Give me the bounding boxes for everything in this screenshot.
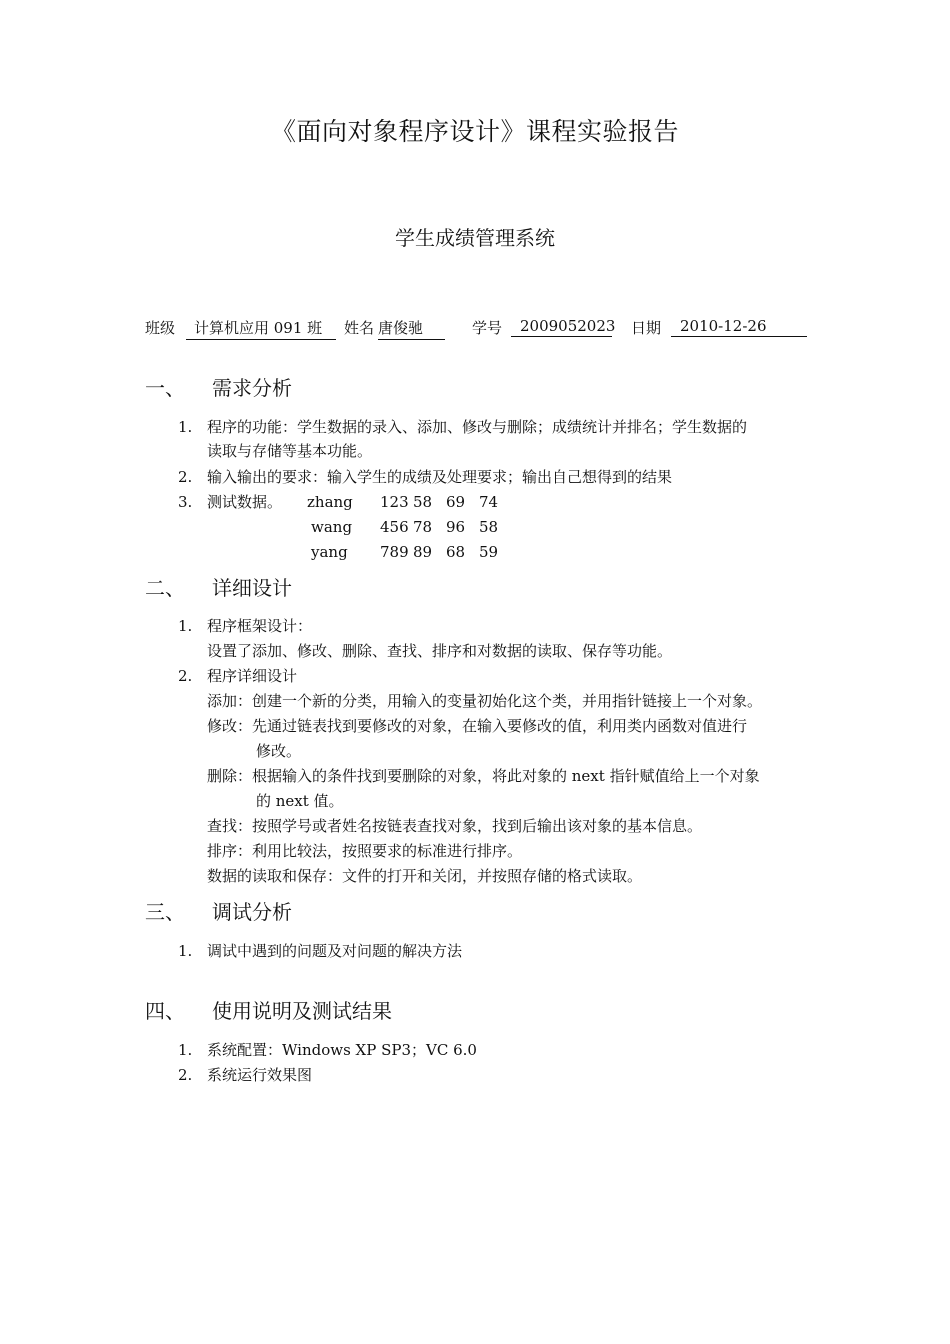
test-name: yang — [311, 543, 348, 561]
list-number: 3. — [178, 493, 193, 511]
date-value-wrap — [671, 317, 807, 337]
id-label: 学号 — [472, 319, 503, 337]
document-title: 《面向对象程序设计》课程实验报告 — [270, 117, 679, 146]
class-value: 计算机应用 091 班 — [194, 319, 323, 337]
test-score: 78 — [413, 518, 433, 536]
date-value: 2010-12-26 — [680, 317, 767, 335]
list-number: 1. — [178, 1041, 193, 1059]
name-label: 姓名 — [344, 319, 375, 337]
test-score: 68 — [446, 543, 466, 561]
test-score: 58 — [479, 518, 499, 536]
paragraph-line: 修改：先通过链表找到要修改的对象，在输入要修改的值，利用类内函数对值进行 — [207, 717, 748, 735]
list-number: 1. — [178, 617, 193, 635]
list-number: 1. — [178, 942, 193, 960]
paragraph-line: 程序框架设计： — [207, 617, 313, 635]
test-data-label: 测试数据。 — [207, 493, 283, 511]
paragraph-line: 查找：按照学号或者姓名按链表查找对象，找到后输出该对象的基本信息。 — [207, 817, 703, 835]
test-id: 123 — [380, 493, 409, 511]
paragraph-line: 排序：利用比较法，按照要求的标准进行排序。 — [207, 842, 523, 860]
name-value-wrap — [378, 317, 445, 340]
class-label: 班级 — [145, 319, 176, 337]
class-value-wrap — [186, 317, 336, 340]
paragraph-line: 的 next 值。 — [256, 792, 344, 810]
paragraph-line: 读取与存储等基本功能。 — [207, 442, 373, 460]
paragraph-line: 程序详细设计 — [207, 667, 298, 685]
paragraph-line: 程序的功能：学生数据的录入、添加、修改与删除；成绩统计并排名；学生数据的 — [207, 418, 748, 436]
date-label: 日期 — [631, 319, 662, 337]
section-title: 详细设计 — [212, 576, 292, 600]
id-value-wrap — [511, 317, 616, 337]
paragraph-line: 设置了添加、修改、删除、查找、排序和对数据的读取、保存等功能。 — [207, 642, 673, 660]
list-number: 2. — [178, 468, 193, 486]
test-score: 69 — [446, 493, 466, 511]
section-number: 四、 — [145, 999, 185, 1023]
paragraph-line: 修改。 — [256, 742, 302, 760]
test-name: zhang — [307, 493, 353, 511]
section-title: 使用说明及测试结果 — [212, 999, 392, 1023]
section-title: 调试分析 — [212, 900, 292, 924]
test-id: 456 — [380, 518, 409, 536]
test-id: 789 — [380, 543, 409, 561]
test-score: 89 — [413, 543, 433, 561]
section-title: 需求分析 — [212, 376, 292, 400]
document-subtitle: 学生成绩管理系统 — [395, 226, 555, 250]
test-score: 59 — [479, 543, 499, 561]
test-score: 74 — [479, 493, 499, 511]
section-number: 二、 — [145, 576, 185, 600]
test-name: wang — [311, 518, 353, 536]
paragraph-line: 添加：创建一个新的分类，用输入的变量初始化这个类，并用指针链接上一个对象。 — [207, 692, 763, 710]
list-number: 2. — [178, 1066, 193, 1084]
paragraph-line: 系统运行效果图 — [207, 1066, 313, 1084]
student-info-row — [145, 317, 815, 339]
list-number: 1. — [178, 418, 193, 436]
test-score: 96 — [446, 518, 466, 536]
name-value: 唐俊驰 — [378, 319, 424, 337]
paragraph-line: 调试中遇到的问题及对问题的解决方法 — [207, 942, 463, 960]
paragraph-line: 输入输出的要求：输入学生的成绩及处理要求；输出自己想得到的结果 — [207, 468, 673, 486]
id-value: 2009052023 — [520, 317, 616, 335]
paragraph-line: 数据的读取和保存：文件的打开和关闭，并按照存储的格式读取。 — [207, 867, 643, 885]
section-number: 一、 — [145, 376, 185, 400]
section-number: 三、 — [145, 900, 185, 924]
paragraph-line: 删除：根据输入的条件找到要删除的对象，将此对象的 next 指针赋值给上一个对象 — [207, 767, 760, 785]
test-score: 58 — [413, 493, 433, 511]
list-number: 2. — [178, 667, 193, 685]
paragraph-line: 系统配置：Windows XP SP3；VC 6.0 — [207, 1041, 477, 1059]
